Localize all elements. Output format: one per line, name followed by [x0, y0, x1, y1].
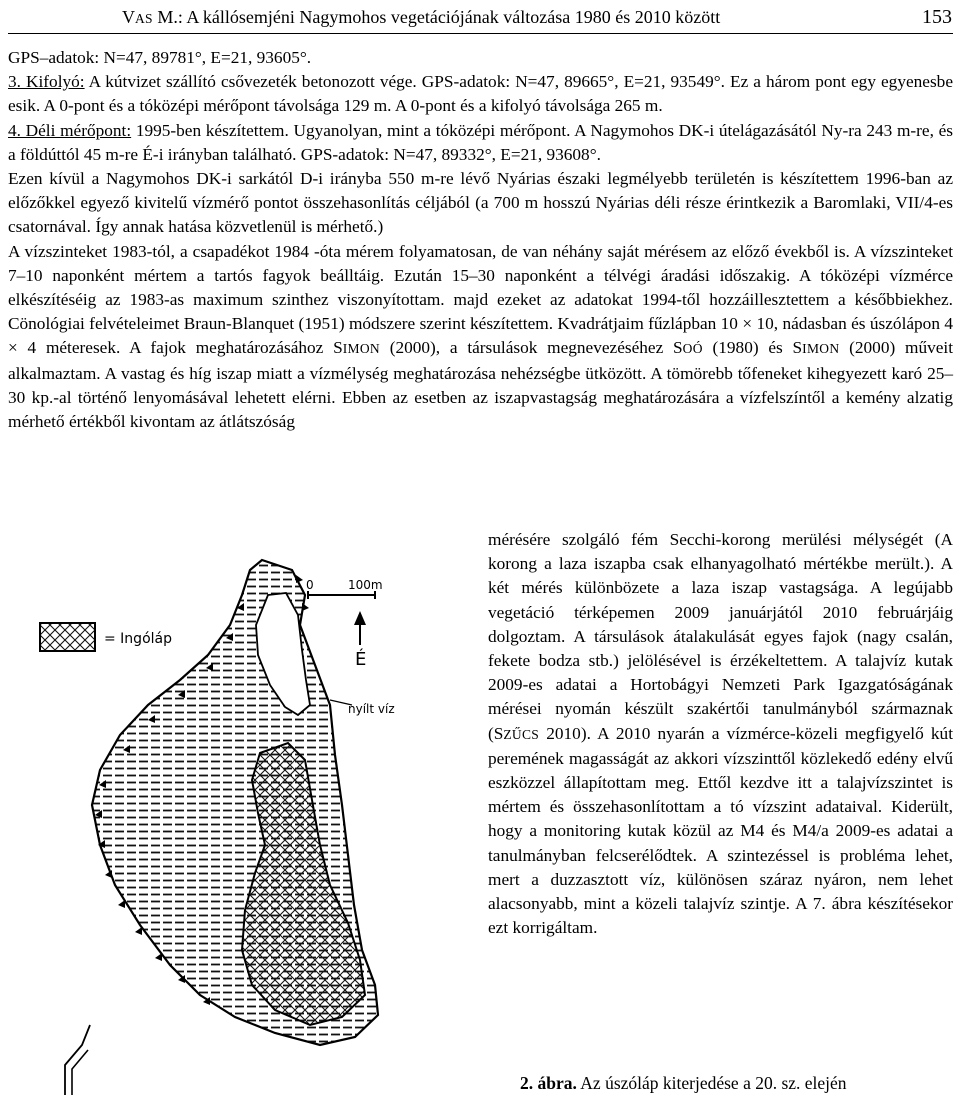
wrapped-text-column: [488, 528, 953, 940]
author-smallcaps: AS: [135, 11, 153, 26]
figure-caption: [520, 1071, 847, 1095]
caption-text: Az úszóláp kiterjedése a 20. sz. elején: [576, 1073, 847, 1093]
ref-simon-2: IMON: [802, 341, 840, 357]
ref-soo: OÓ: [682, 341, 703, 357]
legend-swatch: [40, 623, 95, 651]
paragraph-gps-1: GPS–adatok: N=47, 89781°, E=21, 93605°.: [8, 48, 312, 67]
methods-text-b: (2000), a társulások megnevezéséhez S: [379, 338, 683, 358]
north-label: É: [355, 649, 367, 670]
paragraph-deli-meropont: [8, 119, 953, 167]
wrapped-text-b: 2010). A 2010 nyarán a vízmérce-közeli megfigyelő kút peremének magasságát az akkori vízszinttől közlekedő edény elvű eszközzel állapítottam meg. Ettől kezdve itt a talajvízszintet is mértem és összehasonlítottam a tó vízszint adataival. Kiderült, hogy a monitoring kutak közül az M4 és M4/a 2009-es adatai a tanulmányban felcserélődtek. A szintezéssel is probléma lehet, mert a duzzasztott víz, különösen száraz nyáron, nem lehet alacsonyabb, mint a közeli talajvíz szintje. A 7. ábra készítésekor ezt korrigáltam.: [488, 723, 953, 938]
caption-number: 2. ábra.: [520, 1073, 577, 1093]
paragraph-nyarias: Ezen kívül a Nagymohos DK-i sarkától D-i irányba 550 m-re lévő Nyárias északi legmélyebb területén is készítettem 1996-ban az előzőkkel egyező kivitelű vízmérő pontot összehasonlítás céljából (a 700 m hosszú Nyárias déli része érintkezik a Baromlaki, VII/4-es csatornával. Így annak hatása közvetlenül is mérhető.): [8, 169, 953, 237]
ref-simon-1: IMON: [342, 341, 380, 357]
ref-szucs: ZŰCS: [503, 726, 540, 742]
legend-label: = Ingóláp: [104, 631, 172, 647]
methods-text-c: (1980) és S: [702, 338, 803, 358]
header-title: [122, 5, 720, 31]
author-initial: V: [122, 7, 135, 27]
page-number: 153: [922, 6, 952, 28]
paragraph-wrapped: [488, 528, 953, 940]
outflow-channel: [65, 1025, 90, 1095]
methods-text-d: (2000) műveit alkalmaztam. A vastag és híg iszap miatt a vízmélység meghatározása nehézségbe ütközött. A tömörebb tőfeneket kihegyezett karó 25–30 kp.-al történő lenyomásával lehetett elérni. Ebben az esetben az iszapvastagság meghatározására a vízfelszíntől a kemény alzatig mérhető értékből kivontam az átlátszóság: [8, 338, 953, 432]
kifolyo-text: A kútvizet szállító csővezeték betonozott vége. GPS-adatok: N=47, 89665°, E=21, 93549°. Ez a három pont egy egyenesbe esik. A 0-pont és a tóközépi mérőpont távolsága 129 m. A 0-pont és a kifolyó távolsága 265 m.: [8, 72, 953, 116]
north-arrow: [354, 611, 366, 670]
figure-map: [30, 555, 470, 1100]
deli-meropont-text: 1995-ben készítettem. Ugyanolyan, mint a tóközépi mérőpont. A Nagymohos DK-i útelágazásától Ny-ra 243 m-re, és a földúttól 45 m-re É-i irányban található. GPS-adatok: N=47, 89332°, E=21, 93608°.: [8, 120, 954, 164]
deli-meropont-heading: 4. Déli mérőpont:: [8, 120, 132, 140]
main-text: [8, 46, 953, 434]
paragraph-kifolyo: [8, 70, 953, 118]
open-water-label: nyílt víz: [348, 702, 395, 716]
kifolyo-heading: 3. Kifolyó:: [8, 72, 85, 92]
scale-zero: 0: [306, 578, 314, 592]
scale-end: 100m: [348, 578, 383, 592]
header-rule: [8, 33, 953, 34]
methods-text-a: A vízszinteket 1983-tól, a csapadékot 1984 -óta mérem folyamatosan, de van néhány saját mérésem az előző évekből is. A vízszinteket 7–10 naponként mértem a tartós fagyok beálltáig. Ezután 15–30 naponként a télvégi áradási időszakig. A tóközépi vízmérce elkészítéséig az 1983-as maximum szinthez viszonyítottam. majd ezeket az adatokat 1994-től hozzáillesztettem a későbbiekhez. Cönológiai felvételeimet Braun-Blanquet (1951) módszere szerint készítettem. Kvadrátjaim fűzlápban 10 × 10, nádasban és úszólápon 4 × 4 méteresek. A fajok meghatározásához S: [8, 241, 953, 358]
paragraph-methods: [8, 240, 953, 435]
scale-bar: [306, 578, 383, 599]
floating-fen-map: [30, 555, 470, 1100]
header-title-text: M.: A kállósemjéni Nagymohos vegetációjának változása 1980 és 2010 között: [152, 7, 721, 27]
wrapped-text-a: mérésére szolgáló fém Secchi-korong merülési mélységét (A korong a laza iszapba csak elhanyagolható mértékbe merült.). A két mérés különbözete a laza iszap vastagsága. A legújabb vegetáció térképemen 2009 januárjától 2010 februárjáig dolgoztam. A társulások átalakulását egyes fajok (nagy csalán, fekete bodza stb.) jelölésével is érzékeltettem. A talajvíz kutak 2009-es adatai a Hortobágyi Nemzeti Park Igazgatóságának mérései nyomán készült szakértői tanulmányból származnak (S: [488, 530, 953, 743]
legend: [40, 623, 172, 651]
running-header: [122, 2, 952, 30]
